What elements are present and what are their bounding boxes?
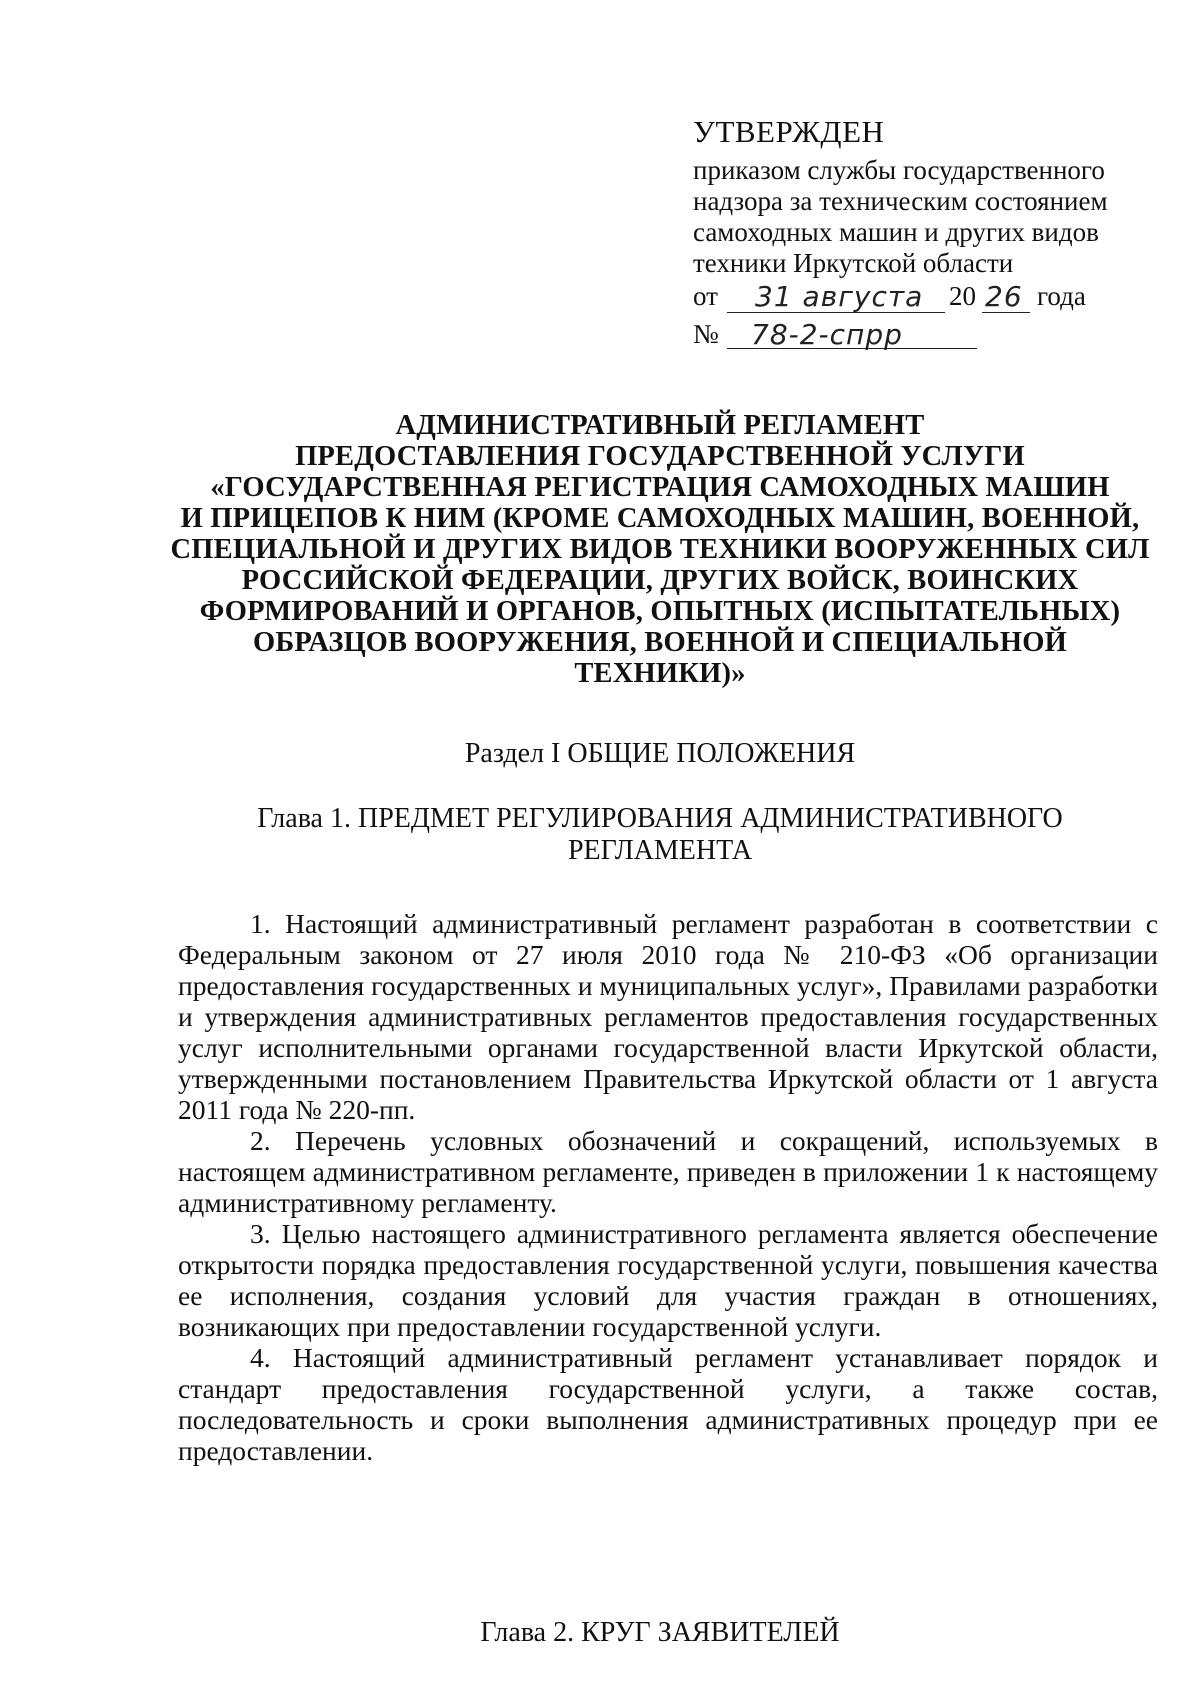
date-prefix: от [693, 281, 718, 311]
section-heading: Раздел I ОБЩИЕ ПОЛОЖЕНИЯ [464, 738, 856, 769]
approval-line: самоходных машин и других видов [693, 217, 1099, 247]
chapter-1-heading [180, 803, 1140, 867]
title-line: ФОРМИРОВАНИЙ И ОРГАНОВ, ОПЫТНЫХ (ИСПЫТАТЕЛЬНЫХ) [199, 596, 1121, 627]
paragraph: 2. Перечень условных обозначений и сокращений, используемых в настоящем административном регламенте, приведен в приложении 1 к настоящему административному регламенту. [178, 1125, 1158, 1218]
title-line: ТЕХНИКИ)» [574, 658, 746, 689]
title-line: И ПРИЦЕПОВ К НИМ (КРОМЕ САМОХОДНЫХ МАШИН, ВОЕННОЙ, [180, 503, 1140, 534]
approval-line: надзора за техническим состоянием [693, 186, 1108, 216]
title-line: РОССИЙСКОЙ ФЕДЕРАЦИИ, ДРУГИХ ВОЙСК, ВОИНСКИХ [241, 565, 1079, 596]
date-year-prefix: 20 [949, 281, 976, 311]
paragraph: 3. Целью настоящего административного регламента является обеспечение открытости порядка предоставления государственной услуги, повышения качества ее исполнения, создания условий для участия граждан в отношениях, возникающих при предоставлении государственной услуги. [178, 1218, 1158, 1342]
handwritten-number: 78-2-спрр [751, 318, 903, 351]
title-line: «ГОСУДАРСТВЕННАЯ РЕГИСТРАЦИЯ САМОХОДНЫХ МАШИН [210, 472, 1110, 503]
chapter-heading-line: Глава 1. ПРЕДМЕТ РЕГУЛИРОВАНИЯ АДМИНИСТРАТИВНОГО [257, 803, 1063, 834]
chapter-heading-line: РЕГЛАМЕНТА [567, 835, 753, 866]
chapter-2-heading: Глава 2. КРУГ ЗАЯВИТЕЛЕЙ [480, 1617, 840, 1648]
title-line: АДМИНИСТРАТИВНЫЙ РЕГЛАМЕНТ [395, 410, 925, 441]
title-line: СПЕЦИАЛЬНОЙ И ДРУГИХ ВИДОВ ТЕХНИКИ ВООРУЖЕННЫХ СИЛ [170, 534, 1150, 565]
approval-line: техники Иркутской области [693, 248, 1014, 278]
approval-heading: УТВЕРЖДЕН [693, 114, 885, 149]
approval-number-row [693, 317, 1163, 355]
approval-date-row [693, 279, 1163, 317]
title-line: ПРЕДОСТАВЛЕНИЯ ГОСУДАРСТВЕННОЙ УСЛУГИ [295, 441, 1025, 472]
approval-stamp [693, 112, 1163, 355]
handwritten-year: 26 [985, 280, 1023, 313]
document-body [178, 908, 1158, 1466]
handwritten-date: 31 августа [755, 280, 924, 313]
title-line: ОБРАЗЦОВ ВООРУЖЕНИЯ, ВОЕННОЙ И СПЕЦИАЛЬНОЙ [252, 627, 1068, 658]
paragraph: 4. Настоящий административный регламент устанавливает порядок и стандарт предоставления государственной услуги, а также состав, последовательность и сроки выполнения административных процедур при ее предоставлении. [178, 1342, 1158, 1466]
number-prefix: № [693, 319, 719, 349]
document-title [150, 410, 1170, 689]
paragraph: 1. Настоящий административный регламент разработан в соответствии с Федеральным законом от 27 июля 2010 года № 210-ФЗ «Об организации предоставления государственных и муниципальных услуг», Правилами разработки и утверждения административных регламентов предоставления государственных услуг исполнительными органами государственной власти Иркутской области, утвержденными постановлением Правительства Иркутской области от 1 августа 2011 года № 220-пп. [178, 908, 1158, 1125]
approval-line: приказом службы государственного [693, 155, 1105, 185]
date-suffix: года [1037, 281, 1086, 311]
